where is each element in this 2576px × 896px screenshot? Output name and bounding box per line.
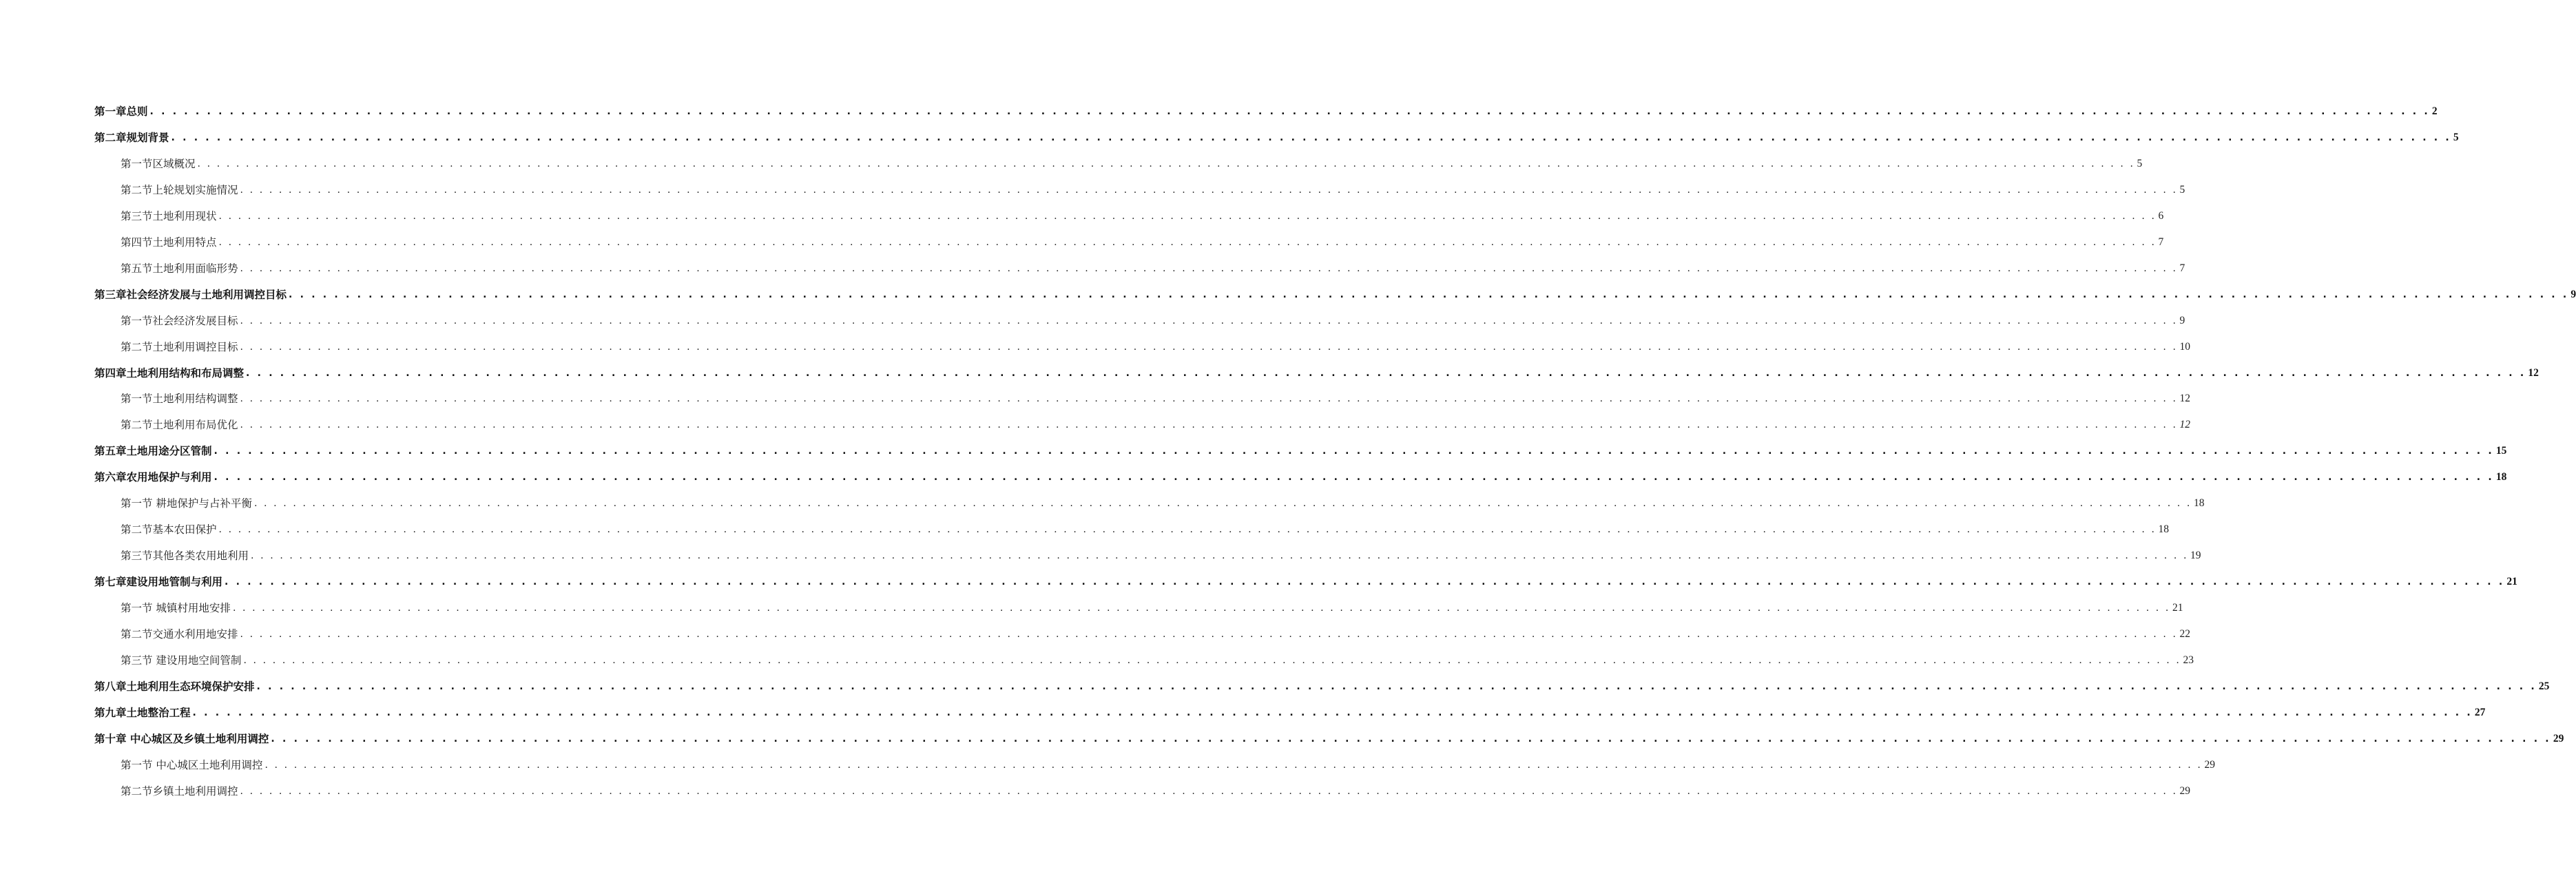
toc-page-number: 12 [2179,419,2191,430]
toc-page-number: 27 [2474,707,2486,718]
toc-section-entry[interactable] [121,521,2170,538]
toc-section-entry[interactable] [121,783,2191,800]
toc-page-number: 7 [2158,236,2164,248]
toc-entry-title: 第二章规划背景 [94,132,169,144]
toc-entry-title: 第三章社会经济发展与土地利用调控目标 [94,289,287,301]
toc-section-entry[interactable] [121,260,2185,277]
toc-section-entry[interactable] [121,182,2185,198]
toc-entry-title: 第三节 建设用地空间管制 [121,654,242,667]
toc-entry-title: 第七章建设用地管制与利用 [94,576,223,588]
toc-dot-leader: . . . . . . . . . . . . . . . . . . . . . . . . . . . . . . . . . . . . . . . . . . . . . . . . . . . . . . . . . . . . . . . . . . . . . . . . . . . . . . . . . . . . . . . . . . . . . . . . . . . . . . . . . . . . . . . . . . . . . . . . . . . . . . . . . . . . . . . . . . . . . . . . . . . . . . . . . . . . . . . . . . . . . . . . . . . . . . . . . . . . . . . . . . . . . . . . . . . . . . . . [214,446,2494,457]
toc-chapter-entry[interactable] [94,731,2564,747]
toc-section-entry[interactable] [121,208,2164,225]
toc-page-number: 25 [2538,680,2550,692]
toc-dot-leader: . . . . . . . . . . . . . . . . . . . . . . . . . . . . . . . . . . . . . . . . . . . . . . . . . . . . . . . . . . . . . . . . . . . . . . . . . . . . . . . . . . . . . . . . . . . . . . . . . . . . . . . . . . . . . . . . . . . . . . . . . . . . . . . . . . . . . . . . . . . . . . . . . . . . . . . . . . . . . . . . . . . . . . . . . . . . . . . . . . . . . . . . . . . . . . . . . . . . . . . . [251,550,2189,561]
toc-page-number: 19 [2190,550,2201,561]
toc-page-number: 10 [2179,341,2191,353]
toc-page-number: 15 [2495,445,2507,457]
toc-page-number: 18 [2193,497,2205,509]
toc-section-entry[interactable] [121,234,2164,251]
toc-section-entry[interactable] [121,390,2191,407]
toc-dot-leader: . . . . . . . . . . . . . . . . . . . . . . . . . . . . . . . . . . . . . . . . . . . . . . . . . . . . . . . . . . . . . . . . . . . . . . . . . . . . . . . . . . . . . . . . . . . . . . . . . . . . . . . . . . . . . . . . . . . . . . . . . . . . . . . . . . . . . . . . . . . . . . . . . . . . . . . . . . . . . . . . . . . . . . . . . . . . . . . . . . . . . . . . . . . . . . . . . . . . . . . . [271,733,2551,744]
toc-entry-title: 第一章总则 [94,105,148,118]
toc-entry-title: 第八章土地利用生态环境保护安排 [94,680,255,693]
toc-page-number: 6 [2158,210,2164,222]
toc-page-number: 21 [2506,576,2517,587]
toc-dot-leader: . . . . . . . . . . . . . . . . . . . . . . . . . . . . . . . . . . . . . . . . . . . . . . . . . . . . . . . . . . . . . . . . . . . . . . . . . . . . . . . . . . . . . . . . . . . . . . . . . . . . . . . . . . . . . . . . . . . . . . . . . . . . . . . . . . . . . . . . . . . . . . . . . . . . . . . . . . . . . . . . . . . . . . . . . . . . . . . . . . . . . . . . . . . . . . . . . . . . . . . . [218,237,2157,248]
toc-dot-leader: . . . . . . . . . . . . . . . . . . . . . . . . . . . . . . . . . . . . . . . . . . . . . . . . . . . . . . . . . . . . . . . . . . . . . . . . . . . . . . . . . . . . . . . . . . . . . . . . . . . . . . . . . . . . . . . . . . . . . . . . . . . . . . . . . . . . . . . . . . . . . . . . . . . . . . . . . . . . . . . . . . . . . . . . . . . . . . . . . . . . . . . . . . . . . . . . . . . . . . . . [240,185,2178,196]
toc-dot-leader: . . . . . . . . . . . . . . . . . . . . . . . . . . . . . . . . . . . . . . . . . . . . . . . . . . . . . . . . . . . . . . . . . . . . . . . . . . . . . . . . . . . . . . . . . . . . . . . . . . . . . . . . . . . . . . . . . . . . . . . . . . . . . . . . . . . . . . . . . . . . . . . . . . . . . . . . . . . . . . . . . . . . . . . . . . . . . . . . . . . . . . . . . . . . . . . . . . . . . . . . [197,158,2135,169]
toc-page-number: 29 [2553,733,2564,744]
toc-dot-leader: . . . . . . . . . . . . . . . . . . . . . . . . . . . . . . . . . . . . . . . . . . . . . . . . . . . . . . . . . . . . . . . . . . . . . . . . . . . . . . . . . . . . . . . . . . . . . . . . . . . . . . . . . . . . . . . . . . . . . . . . . . . . . . . . . . . . . . . . . . . . . . . . . . . . . . . . . . . . . . . . . . . . . . . . . . . . . . . . . . . . . . . . . . . . . . . . . . . . . . . . [240,263,2178,274]
toc-page-number: 5 [2453,132,2459,143]
toc-page-number: 5 [2137,158,2143,169]
toc-page-number: 29 [2179,785,2191,797]
toc-section-entry[interactable] [121,652,2194,669]
toc-dot-leader: . . . . . . . . . . . . . . . . . . . . . . . . . . . . . . . . . . . . . . . . . . . . . . . . . . . . . . . . . . . . . . . . . . . . . . . . . . . . . . . . . . . . . . . . . . . . . . . . . . . . . . . . . . . . . . . . . . . . . . . . . . . . . . . . . . . . . . . . . . . . . . . . . . . . . . . . . . . . . . . . . . . . . . . . . . . . . . . . . . . . . . . . . . . . . . . . . . . . . . . . [246,368,2526,379]
toc-page-number: 12 [2179,393,2191,404]
toc-dot-leader: . . . . . . . . . . . . . . . . . . . . . . . . . . . . . . . . . . . . . . . . . . . . . . . . . . . . . . . . . . . . . . . . . . . . . . . . . . . . . . . . . . . . . . . . . . . . . . . . . . . . . . . . . . . . . . . . . . . . . . . . . . . . . . . . . . . . . . . . . . . . . . . . . . . . . . . . . . . . . . . . . . . . . . . . . . . . . . . . . . . . . . . . . . . . . . . . . . . . . . . . [243,655,2181,666]
toc-page-number: 18 [2158,523,2170,535]
toc-dot-leader: . . . . . . . . . . . . . . . . . . . . . . . . . . . . . . . . . . . . . . . . . . . . . . . . . . . . . . . . . . . . . . . . . . . . . . . . . . . . . . . . . . . . . . . . . . . . . . . . . . . . . . . . . . . . . . . . . . . . . . . . . . . . . . . . . . . . . . . . . . . . . . . . . . . . . . . . . . . . . . . . . . . . . . . . . . . . . . . . . . . . . . . . . . . . . . . . . . . . . . . . [232,603,2170,614]
toc-section-entry[interactable] [121,548,2201,564]
toc-dot-leader: . . . . . . . . . . . . . . . . . . . . . . . . . . . . . . . . . . . . . . . . . . . . . . . . . . . . . . . . . . . . . . . . . . . . . . . . . . . . . . . . . . . . . . . . . . . . . . . . . . . . . . . . . . . . . . . . . . . . . . . . . . . . . . . . . . . . . . . . . . . . . . . . . . . . . . . . . . . . . . . . . . . . . . . . . . . . . . . . . . . . . . . . . . . . . . . . . . . . . . . . [214,472,2494,483]
toc-dot-leader: . . . . . . . . . . . . . . . . . . . . . . . . . . . . . . . . . . . . . . . . . . . . . . . . . . . . . . . . . . . . . . . . . . . . . . . . . . . . . . . . . . . . . . . . . . . . . . . . . . . . . . . . . . . . . . . . . . . . . . . . . . . . . . . . . . . . . . . . . . . . . . . . . . . . . . . . . . . . . . . . . . . . . . . . . . . . . . . . . . . . . . . . . . . . . . . . . . . . . . . . [171,132,2451,143]
toc-dot-leader: . . . . . . . . . . . . . . . . . . . . . . . . . . . . . . . . . . . . . . . . . . . . . . . . . . . . . . . . . . . . . . . . . . . . . . . . . . . . . . . . . . . . . . . . . . . . . . . . . . . . . . . . . . . . . . . . . . . . . . . . . . . . . . . . . . . . . . . . . . . . . . . . . . . . . . . . . . . . . . . . . . . . . . . . . . . . . . . . . . . . . . . . . . . . . . . . . . . . . . . . [264,760,2203,771]
toc-chapter-entry[interactable] [94,678,2550,695]
toc-page-number: 21 [2172,602,2183,614]
toc-section-entry[interactable] [121,495,2205,512]
toc-entry-title: 第一节土地利用结构调整 [121,393,238,405]
toc-dot-leader: . . . . . . . . . . . . . . . . . . . . . . . . . . . . . . . . . . . . . . . . . . . . . . . . . . . . . . . . . . . . . . . . . . . . . . . . . . . . . . . . . . . . . . . . . . . . . . . . . . . . . . . . . . . . . . . . . . . . . . . . . . . . . . . . . . . . . . . . . . . . . . . . . . . . . . . . . . . . . . . . . . . . . . . . . . . . . . . . . . . . . . . . . . . . . . . . . . . . . . . . [240,629,2178,640]
toc-entry-title: 第一节区域概况 [121,158,196,170]
toc-dot-leader: . . . . . . . . . . . . . . . . . . . . . . . . . . . . . . . . . . . . . . . . . . . . . . . . . . . . . . . . . . . . . . . . . . . . . . . . . . . . . . . . . . . . . . . . . . . . . . . . . . . . . . . . . . . . . . . . . . . . . . . . . . . . . . . . . . . . . . . . . . . . . . . . . . . . . . . . . . . . . . . . . . . . . . . . . . . . . . . . . . . . . . . . . . . . . . . . . . . . . . . . [240,342,2178,353]
toc-page-number: 29 [2204,759,2215,771]
toc-chapter-entry[interactable] [94,705,2486,721]
toc-section-entry[interactable] [121,757,2215,773]
toc-entry-title: 第三节其他各类农用地利用 [121,550,249,562]
toc-page-number: 7 [2179,262,2185,274]
toc-dot-leader: . . . . . . . . . . . . . . . . . . . . . . . . . . . . . . . . . . . . . . . . . . . . . . . . . . . . . . . . . . . . . . . . . . . . . . . . . . . . . . . . . . . . . . . . . . . . . . . . . . . . . . . . . . . . . . . . . . . . . . . . . . . . . . . . . . . . . . . . . . . . . . . . . . . . . . . . . . . . . . . . . . . . . . . . . . . . . . . . . . . . . . . . . . . . . . . . . . . . . . . . [240,786,2178,797]
toc-entry-title: 第六章农用地保护与利用 [94,471,212,483]
toc-dot-leader: . . . . . . . . . . . . . . . . . . . . . . . . . . . . . . . . . . . . . . . . . . . . . . . . . . . . . . . . . . . . . . . . . . . . . . . . . . . . . . . . . . . . . . . . . . . . . . . . . . . . . . . . . . . . . . . . . . . . . . . . . . . . . . . . . . . . . . . . . . . . . . . . . . . . . . . . . . . . . . . . . . . . . . . . . . . . . . . . . . . . . . . . . . . . . . . . . . . . . . . . [218,524,2157,535]
toc-entry-title: 第二节上轮规划实施情况 [121,184,238,196]
toc-dot-leader: . . . . . . . . . . . . . . . . . . . . . . . . . . . . . . . . . . . . . . . . . . . . . . . . . . . . . . . . . . . . . . . . . . . . . . . . . . . . . . . . . . . . . . . . . . . . . . . . . . . . . . . . . . . . . . . . . . . . . . . . . . . . . . . . . . . . . . . . . . . . . . . . . . . . . . . . . . . . . . . . . . . . . . . . . . . . . . . . . . . . . . . . . . . . . . . . . . . . . . . . [149,106,2430,117]
toc-entry-title: 第一节 中心城区土地利用调控 [121,759,263,771]
toc-dot-leader: . . . . . . . . . . . . . . . . . . . . . . . . . . . . . . . . . . . . . . . . . . . . . . . . . . . . . . . . . . . . . . . . . . . . . . . . . . . . . . . . . . . . . . . . . . . . . . . . . . . . . . . . . . . . . . . . . . . . . . . . . . . . . . . . . . . . . . . . . . . . . . . . . . . . . . . . . . . . . . . . . . . . . . . . . . . . . . . . . . . . . . . . . . . . . . . . . . . . . . . . [218,211,2157,222]
toc-entry-title: 第三节土地利用现状 [121,210,217,222]
toc-section-entry[interactable] [121,156,2143,172]
toc-entry-title: 第五章土地用途分区管制 [94,445,212,457]
toc-section-entry[interactable] [121,417,2191,433]
toc-dot-leader: . . . . . . . . . . . . . . . . . . . . . . . . . . . . . . . . . . . . . . . . . . . . . . . . . . . . . . . . . . . . . . . . . . . . . . . . . . . . . . . . . . . . . . . . . . . . . . . . . . . . . . . . . . . . . . . . . . . . . . . . . . . . . . . . . . . . . . . . . . . . . . . . . . . . . . . . . . . . . . . . . . . . . . . . . . . . . . . . . . . . . . . . . . . . . . . . . . . . . . . . [192,707,2473,718]
toc-entry-title: 第一节 城镇村用地安排 [121,602,231,614]
toc-entry-title: 第五节土地利用面临形势 [121,262,238,275]
toc-entry-title: 第一节 耕地保护与占补平衡 [121,497,252,510]
toc-entry-title: 第一节社会经济发展目标 [121,315,238,327]
toc-dot-leader: . . . . . . . . . . . . . . . . . . . . . . . . . . . . . . . . . . . . . . . . . . . . . . . . . . . . . . . . . . . . . . . . . . . . . . . . . . . . . . . . . . . . . . . . . . . . . . . . . . . . . . . . . . . . . . . . . . . . . . . . . . . . . . . . . . . . . . . . . . . . . . . . . . . . . . . . . . . . . . . . . . . . . . . . . . . . . . . . . . . . . . . . . . . . . . . . . . . . . . . . [240,315,2178,326]
toc-dot-leader: . . . . . . . . . . . . . . . . . . . . . . . . . . . . . . . . . . . . . . . . . . . . . . . . . . . . . . . . . . . . . . . . . . . . . . . . . . . . . . . . . . . . . . . . . . . . . . . . . . . . . . . . . . . . . . . . . . . . . . . . . . . . . . . . . . . . . . . . . . . . . . . . . . . . . . . . . . . . . . . . . . . . . . . . . . . . . . . . . . . . . . . . . . . . . . . . . . . . . . . . [225,576,2505,587]
toc-chapter-entry[interactable] [94,574,2517,590]
toc-entry-title: 第二节土地利用布局优化 [121,419,238,431]
toc-section-entry[interactable] [121,313,2185,329]
toc-dot-leader: . . . . . . . . . . . . . . . . . . . . . . . . . . . . . . . . . . . . . . . . . . . . . . . . . . . . . . . . . . . . . . . . . . . . . . . . . . . . . . . . . . . . . . . . . . . . . . . . . . . . . . . . . . . . . . . . . . . . . . . . . . . . . . . . . . . . . . . . . . . . . . . . . . . . . . . . . . . . . . . . . . . . . . . . . . . . . . . . . . . . . . . . . . . . . . . . . . . . . . . . [256,681,2537,692]
toc-chapter-entry[interactable] [94,103,2438,120]
toc-entry-title: 第二节交通水利用地安排 [121,628,238,640]
toc-page-number: 12 [2528,367,2539,379]
toc-entry-title: 第九章土地整治工程 [94,707,191,719]
toc-chapter-entry[interactable] [94,469,2507,486]
toc-entry-title: 第二节乡镇土地利用调控 [121,785,238,798]
toc-entry-title: 第四章土地利用结构和布局调整 [94,367,245,379]
toc-page-number: 22 [2179,628,2191,640]
toc-entry-title: 第二节基本农田保护 [121,523,217,536]
toc-page-number: 9 [2570,289,2576,300]
toc-page-number: 23 [2183,654,2194,666]
toc-entry-title: 第四节土地利用特点 [121,236,217,249]
toc-page-number: 18 [2495,471,2507,483]
toc-chapter-entry[interactable] [94,286,2576,303]
toc-dot-leader: . . . . . . . . . . . . . . . . . . . . . . . . . . . . . . . . . . . . . . . . . . . . . . . . . . . . . . . . . . . . . . . . . . . . . . . . . . . . . . . . . . . . . . . . . . . . . . . . . . . . . . . . . . . . . . . . . . . . . . . . . . . . . . . . . . . . . . . . . . . . . . . . . . . . . . . . . . . . . . . . . . . . . . . . . . . . . . . . . . . . . . . . . . . . . . . . . . . . . . . . [240,419,2178,430]
toc-section-entry[interactable] [121,600,2183,616]
toc-dot-leader: . . . . . . . . . . . . . . . . . . . . . . . . . . . . . . . . . . . . . . . . . . . . . . . . . . . . . . . . . . . . . . . . . . . . . . . . . . . . . . . . . . . . . . . . . . . . . . . . . . . . . . . . . . . . . . . . . . . . . . . . . . . . . . . . . . . . . . . . . . . . . . . . . . . . . . . . . . . . . . . . . . . . . . . . . . . . . . . . . . . . . . . . . . . . . . . . . . . . . . . . [289,289,2569,300]
toc-dot-leader: . . . . . . . . . . . . . . . . . . . . . . . . . . . . . . . . . . . . . . . . . . . . . . . . . . . . . . . . . . . . . . . . . . . . . . . . . . . . . . . . . . . . . . . . . . . . . . . . . . . . . . . . . . . . . . . . . . . . . . . . . . . . . . . . . . . . . . . . . . . . . . . . . . . . . . . . . . . . . . . . . . . . . . . . . . . . . . . . . . . . . . . . . . . . . . . . . . . . . . . . [240,393,2178,404]
toc-page-number: 2 [2431,105,2438,117]
toc-entry-title: 第二节土地利用调控目标 [121,341,238,353]
toc-section-entry[interactable] [121,339,2191,355]
toc-dot-leader: . . . . . . . . . . . . . . . . . . . . . . . . . . . . . . . . . . . . . . . . . . . . . . . . . . . . . . . . . . . . . . . . . . . . . . . . . . . . . . . . . . . . . . . . . . . . . . . . . . . . . . . . . . . . . . . . . . . . . . . . . . . . . . . . . . . . . . . . . . . . . . . . . . . . . . . . . . . . . . . . . . . . . . . . . . . . . . . . . . . . . . . . . . . . . . . . . . . . . . . . [253,498,2192,509]
toc-section-entry[interactable] [121,626,2191,643]
toc-page-number: 5 [2179,184,2185,196]
toc-page-number: 9 [2179,315,2185,326]
toc-chapter-entry[interactable] [94,129,2459,146]
toc-entry-title: 第十章 中心城区及乡镇土地利用调控 [94,733,269,745]
toc-chapter-entry[interactable] [94,365,2539,382]
toc-chapter-entry[interactable] [94,443,2507,459]
